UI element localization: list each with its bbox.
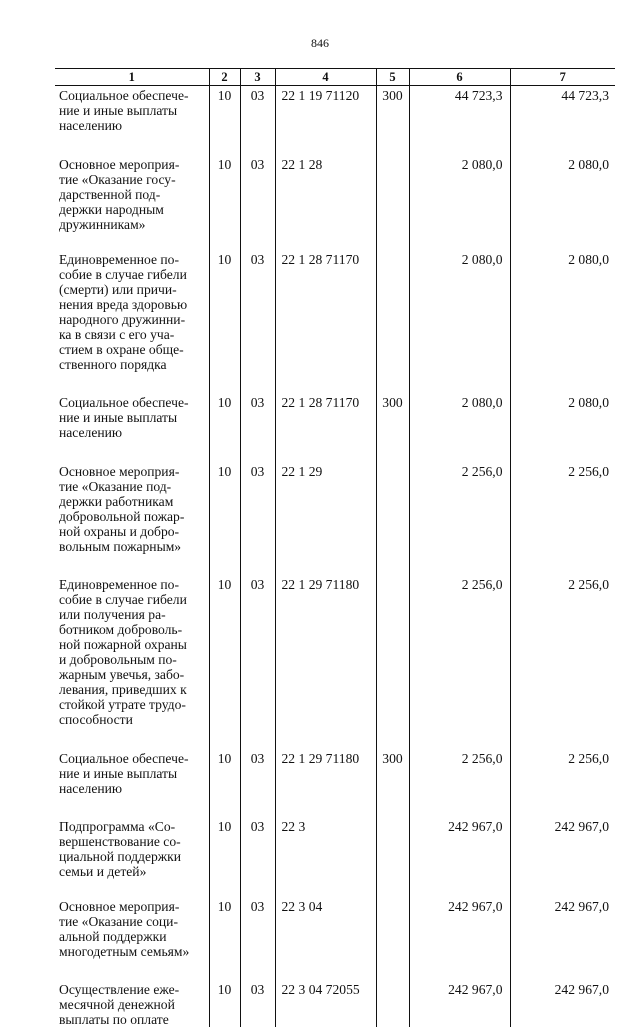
row-amount-column-7: 2 256,0	[510, 575, 615, 749]
row-target-article: 22 3	[275, 817, 376, 897]
name-line: жарным увечья, забо-	[59, 667, 207, 682]
row-amount-column-6: 2 080,0	[409, 250, 510, 393]
name-line: месячной денежной	[59, 997, 207, 1012]
row-expense-type: 300	[376, 86, 409, 156]
row-target-article: 22 1 28 71170	[275, 393, 376, 462]
name-line: ной пожарной охраны	[59, 637, 207, 652]
name-line: семьи и детей»	[59, 864, 207, 879]
name-line: выплаты по оплате	[59, 1012, 207, 1027]
row-expenditure-name	[55, 817, 209, 897]
name-line: ние и иные выплаты	[59, 410, 207, 425]
name-line: населению	[59, 118, 207, 133]
name-line: держки работникам	[59, 494, 207, 509]
row-amount-column-6: 2 256,0	[409, 749, 510, 817]
table-row	[55, 462, 615, 575]
row-amount-column-7: 2 080,0	[510, 155, 615, 250]
table-header-row	[55, 69, 615, 86]
row-expense-type	[376, 575, 409, 749]
name-line: Осуществление еже-	[59, 982, 207, 997]
column-header-5: 5	[376, 69, 409, 86]
column-header-4: 4	[275, 69, 376, 86]
name-line: добровольной пожар-	[59, 509, 207, 524]
name-line: способности	[59, 712, 207, 727]
name-line: тие «Оказание соци-	[59, 914, 207, 929]
row-amount-column-6: 2 080,0	[409, 393, 510, 462]
name-line: ственного порядка	[59, 357, 207, 372]
row-target-article: 22 1 29	[275, 462, 376, 575]
row-section: 10	[209, 575, 240, 749]
row-amount-column-7: 44 723,3	[510, 86, 615, 156]
budget-table-container	[55, 68, 615, 905]
name-line: ной охраны и добро-	[59, 524, 207, 539]
row-section: 10	[209, 980, 240, 1027]
name-line: собие в случае гибели	[59, 592, 207, 607]
row-expenditure-name	[55, 86, 209, 156]
row-expense-type: 300	[376, 393, 409, 462]
name-line: Подпрограмма «Со-	[59, 819, 207, 834]
row-amount-column-6: 2 080,0	[409, 155, 510, 250]
name-line: ние и иные выплаты	[59, 766, 207, 781]
name-line: ботником доброволь-	[59, 622, 207, 637]
table-row	[55, 86, 615, 156]
row-section: 10	[209, 250, 240, 393]
table-row	[55, 980, 615, 1027]
row-amount-column-7: 2 080,0	[510, 393, 615, 462]
budget-table	[55, 68, 615, 1027]
row-amount-column-6: 44 723,3	[409, 86, 510, 156]
column-header-1: 1	[55, 69, 209, 86]
name-line: альной поддержки	[59, 929, 207, 944]
row-subsection: 03	[240, 250, 275, 393]
row-amount-column-7: 2 256,0	[510, 749, 615, 817]
name-line: Социальное обеспече-	[59, 751, 207, 766]
row-expense-type	[376, 980, 409, 1027]
row-amount-column-6: 2 256,0	[409, 575, 510, 749]
name-line: и добровольным по-	[59, 652, 207, 667]
row-expenditure-name	[55, 462, 209, 575]
column-header-7: 7	[510, 69, 615, 86]
row-amount-column-6: 242 967,0	[409, 980, 510, 1027]
row-subsection: 03	[240, 86, 275, 156]
row-target-article: 22 1 28	[275, 155, 376, 250]
name-line: (смерти) или причи-	[59, 282, 207, 297]
row-expenditure-name	[55, 980, 209, 1027]
row-expenditure-name	[55, 897, 209, 980]
name-line: Единовременное по-	[59, 252, 207, 267]
name-line: Основное мероприя-	[59, 157, 207, 172]
name-line: Основное мероприя-	[59, 464, 207, 479]
row-expenditure-name	[55, 250, 209, 393]
name-line: тие «Оказание под-	[59, 479, 207, 494]
name-line: населению	[59, 425, 207, 440]
row-amount-column-7: 2 080,0	[510, 250, 615, 393]
name-line: собие в случае гибели	[59, 267, 207, 282]
table-row	[55, 155, 615, 250]
row-amount-column-6: 242 967,0	[409, 817, 510, 897]
name-line: населению	[59, 781, 207, 796]
name-line: дружинникам»	[59, 217, 207, 232]
column-header-3: 3	[240, 69, 275, 86]
row-target-article: 22 1 28 71170	[275, 250, 376, 393]
row-section: 10	[209, 749, 240, 817]
row-amount-column-7: 242 967,0	[510, 897, 615, 980]
row-target-article: 22 1 19 71120	[275, 86, 376, 156]
name-line: многодетным семьям»	[59, 944, 207, 959]
row-subsection: 03	[240, 980, 275, 1027]
row-expenditure-name	[55, 393, 209, 462]
row-expense-type	[376, 462, 409, 575]
row-amount-column-7: 242 967,0	[510, 980, 615, 1027]
name-line: народного дружинни-	[59, 312, 207, 327]
name-line: вершенствование со-	[59, 834, 207, 849]
row-expense-type	[376, 817, 409, 897]
table-row	[55, 817, 615, 897]
name-line: Основное мероприя-	[59, 899, 207, 914]
row-amount-column-6: 2 256,0	[409, 462, 510, 575]
row-subsection: 03	[240, 749, 275, 817]
table-row	[55, 575, 615, 749]
row-amount-column-6: 242 967,0	[409, 897, 510, 980]
name-line: циальной поддержки	[59, 849, 207, 864]
row-expenditure-name	[55, 749, 209, 817]
name-line: ка в связи с его уча-	[59, 327, 207, 342]
name-line: или получения ра-	[59, 607, 207, 622]
name-line: тие «Оказание госу-	[59, 172, 207, 187]
name-line: Единовременное по-	[59, 577, 207, 592]
name-line: дарственной под-	[59, 187, 207, 202]
page-number: 846	[0, 36, 640, 51]
name-line: ние и иные выплаты	[59, 103, 207, 118]
row-expenditure-name	[55, 155, 209, 250]
row-target-article: 22 3 04	[275, 897, 376, 980]
table-row	[55, 897, 615, 980]
row-amount-column-7: 242 967,0	[510, 817, 615, 897]
table-row	[55, 749, 615, 817]
row-subsection: 03	[240, 897, 275, 980]
row-section: 10	[209, 817, 240, 897]
row-subsection: 03	[240, 575, 275, 749]
row-subsection: 03	[240, 817, 275, 897]
row-target-article: 22 1 29 71180	[275, 575, 376, 749]
table-row	[55, 393, 615, 462]
row-section: 10	[209, 86, 240, 156]
name-line: стойкой утрате трудо-	[59, 697, 207, 712]
name-line: Социальное обеспече-	[59, 395, 207, 410]
column-header-6: 6	[409, 69, 510, 86]
name-line: левания, приведших к	[59, 682, 207, 697]
row-section: 10	[209, 897, 240, 980]
row-expense-type	[376, 897, 409, 980]
row-expense-type: 300	[376, 749, 409, 817]
table-body	[55, 86, 615, 1027]
name-line: нения вреда здоровью	[59, 297, 207, 312]
row-section: 10	[209, 155, 240, 250]
row-section: 10	[209, 462, 240, 575]
row-target-article: 22 3 04 72055	[275, 980, 376, 1027]
name-line: вольным пожарным»	[59, 539, 207, 554]
row-subsection: 03	[240, 462, 275, 575]
name-line: стием в охране обще-	[59, 342, 207, 357]
row-expense-type	[376, 250, 409, 393]
name-line: держки народным	[59, 202, 207, 217]
name-line: Социальное обеспече-	[59, 88, 207, 103]
row-subsection: 03	[240, 155, 275, 250]
column-header-2: 2	[209, 69, 240, 86]
table-row	[55, 250, 615, 393]
row-section: 10	[209, 393, 240, 462]
row-target-article: 22 1 29 71180	[275, 749, 376, 817]
row-expense-type	[376, 155, 409, 250]
row-amount-column-7: 2 256,0	[510, 462, 615, 575]
row-expenditure-name	[55, 575, 209, 749]
row-subsection: 03	[240, 393, 275, 462]
